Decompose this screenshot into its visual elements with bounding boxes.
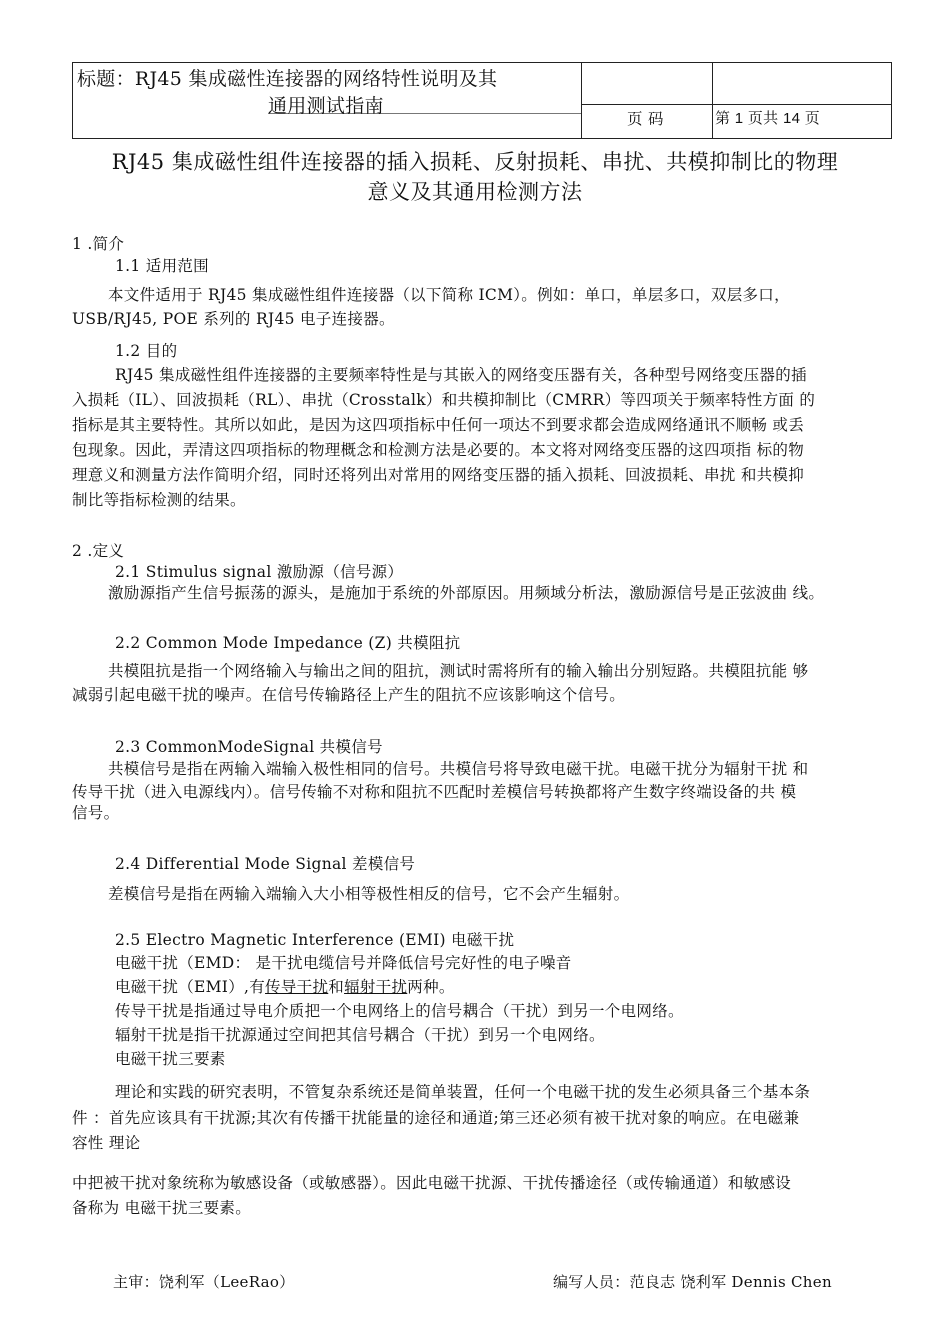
section-2-3-line: 传导干扰（进入电源线内）。信号传输不对称和阻抗不匹配时差模信号转换都将产生数字终端设备的共 模 [72,783,797,801]
section-2-2-heading: 2.2 Common Mode Impedance (Z) 共模阻抗 [115,634,461,652]
section-2-heading: 2 .定义 [72,542,125,560]
section-1-2-heading: 1.2 目的 [115,342,178,360]
conjunction: 和 [328,978,345,996]
section-1-2-line: 包现象。因此，弄清这四项指标的物理概念和检测方法是必要的。本文将对网络变压器的这四项指 标的物 [72,441,805,459]
section-2-5-line3: 传导干扰是指通过导电介质把一个电网络上的信号耦合（干扰）到另一个电网络。 [115,1002,684,1020]
section-2-3-line: 信号。 [72,804,120,822]
section-2-5-paragraph-line: 理论和实践的研究表明，不管复杂系统还是简单装置，任何一个电磁干扰的发生必须具备三个基本条 [115,1083,811,1101]
section-2-1-heading: 2.1 Stimulus signal 激励源（信号源） [115,563,404,581]
section-1-2-line: 理意义和测量方法作简明介绍，同时还将列出对常用的网络变压器的插入损耗、回波损耗、串扰 和共模抑 [72,466,805,484]
section-2-4-text: 差模信号是指在两输入端输入大小相等极性相反的信号，它不会产生辐射。 [108,885,630,903]
section-2-5-heading: 2.5 Electro Magnetic Interference (EMI) 电磁干扰 [115,931,515,949]
section-2-2-line: 减弱引起电磁干扰的噪声。在信号传输路径上产生的阻抗不应该影响这个信号。 [72,686,626,704]
radiated-interference-term: 辐射干扰 [344,978,408,996]
section-2-5-line1: 电磁干扰（EMD： 是干扰电缆信号并降低信号完好性的电子噪音 [115,954,572,972]
header-title-line2: 通用测试指南 [268,95,384,117]
section-2-3-heading: 2.3 CommonModeSignal 共模信号 [115,738,383,756]
conducted-interference-term: 传导干扰 [265,978,329,996]
section-1-1-paragraph-line2: USB/RJ45, POE 系列的 RJ45 电子连接器。 [72,310,395,328]
section-1-2-line: 指标是其主要特性。其所以如此，是因为这四项指标中任何一项达不到要求都会造成网络通讯不顺畅 或丢 [72,416,805,434]
section-1-1-heading: 1.1 适用范围 [115,257,209,275]
footer-reviewer: 主审：饶利军（LeeRao） [113,1273,295,1291]
section-2-5-paragraph2-line: 中把被干扰对象统称为敏感设备（或敏感器）。因此电磁干扰源、干扰传播途径（或传输通道）和敏感设 [72,1174,792,1192]
page-label: 页 码 [627,110,664,128]
section-2-2-line: 共模阻抗是指一个网络输入与输出之间的阻抗，测试时需将所有的输入输出分别短路。共模阻抗能 够 [108,662,809,680]
section-1-2-line: 制比等指标检测的结果。 [72,491,246,509]
header-title-line1: 标题：RJ45 集成磁性连接器的网络特性说明及其 [77,68,498,90]
section-2-1-text: 激励源指产生信号振荡的源头，是施加于系统的外部原因。用频域分析法，激励源信号是正弦波曲 线。 [108,584,825,602]
document-title-line2: 意义及其通用检测方法 [367,180,583,204]
page-number: 第 1 页共 14 页 [715,110,820,127]
footer-authors: 编写人员：范良志 饶利军 Dennis Chen [553,1273,832,1291]
section-2-5-paragraph-line: 件 ：首先应该具有干扰源;其次有传播干扰能量的途径和通道;第三还必须有被干扰对象的响应。在电磁兼 [72,1109,800,1127]
section-2-5-line2 [115,975,455,997]
section-1-1-paragraph-line1: 本文件适用于 RJ45 集成磁性组件连接器（以下简称 ICM）。例如：单口，单层多口，双层多口， [108,286,790,304]
document-title-line1: RJ45 集成磁性组件连接器的插入损耗、反射损耗、串扰、共模抑制比的物理 [111,150,839,174]
section-2-5-paragraph2-line: 备称为 电磁干扰三要素。 [72,1199,252,1217]
section-2-5-line5: 电磁干扰三要素 [115,1050,226,1068]
section-2-3-line: 共模信号是指在两输入端输入极性相同的信号。共模信号将导致电磁干扰。电磁干扰分为辐射干扰 和 [108,760,809,778]
section-2-4-heading: 2.4 Differential Mode Signal 差模信号 [115,855,416,873]
emi-prefix: 电磁干扰（EMI）,有 [115,978,266,996]
section-1-heading: 1 .简介 [72,235,125,253]
section-1-2-line: RJ45 集成磁性组件连接器的主要频率特性是与其嵌入的网络变压器有关，各种型号网络变压器的插 [115,366,807,384]
section-1-2-line: 入损耗（IL）、回波损耗（RL）、串扰（Crosstalk）和共模抑制比（CMRR）等四项关于频率特性方面 的 [72,391,816,409]
section-2-5-line4: 辐射干扰是指干扰源通过空间把其信号耦合（干扰）到另一个电网络。 [115,1026,605,1044]
emi-suffix: 两种。 [407,978,455,996]
section-2-5-paragraph-line: 容性 理论 [72,1134,141,1152]
